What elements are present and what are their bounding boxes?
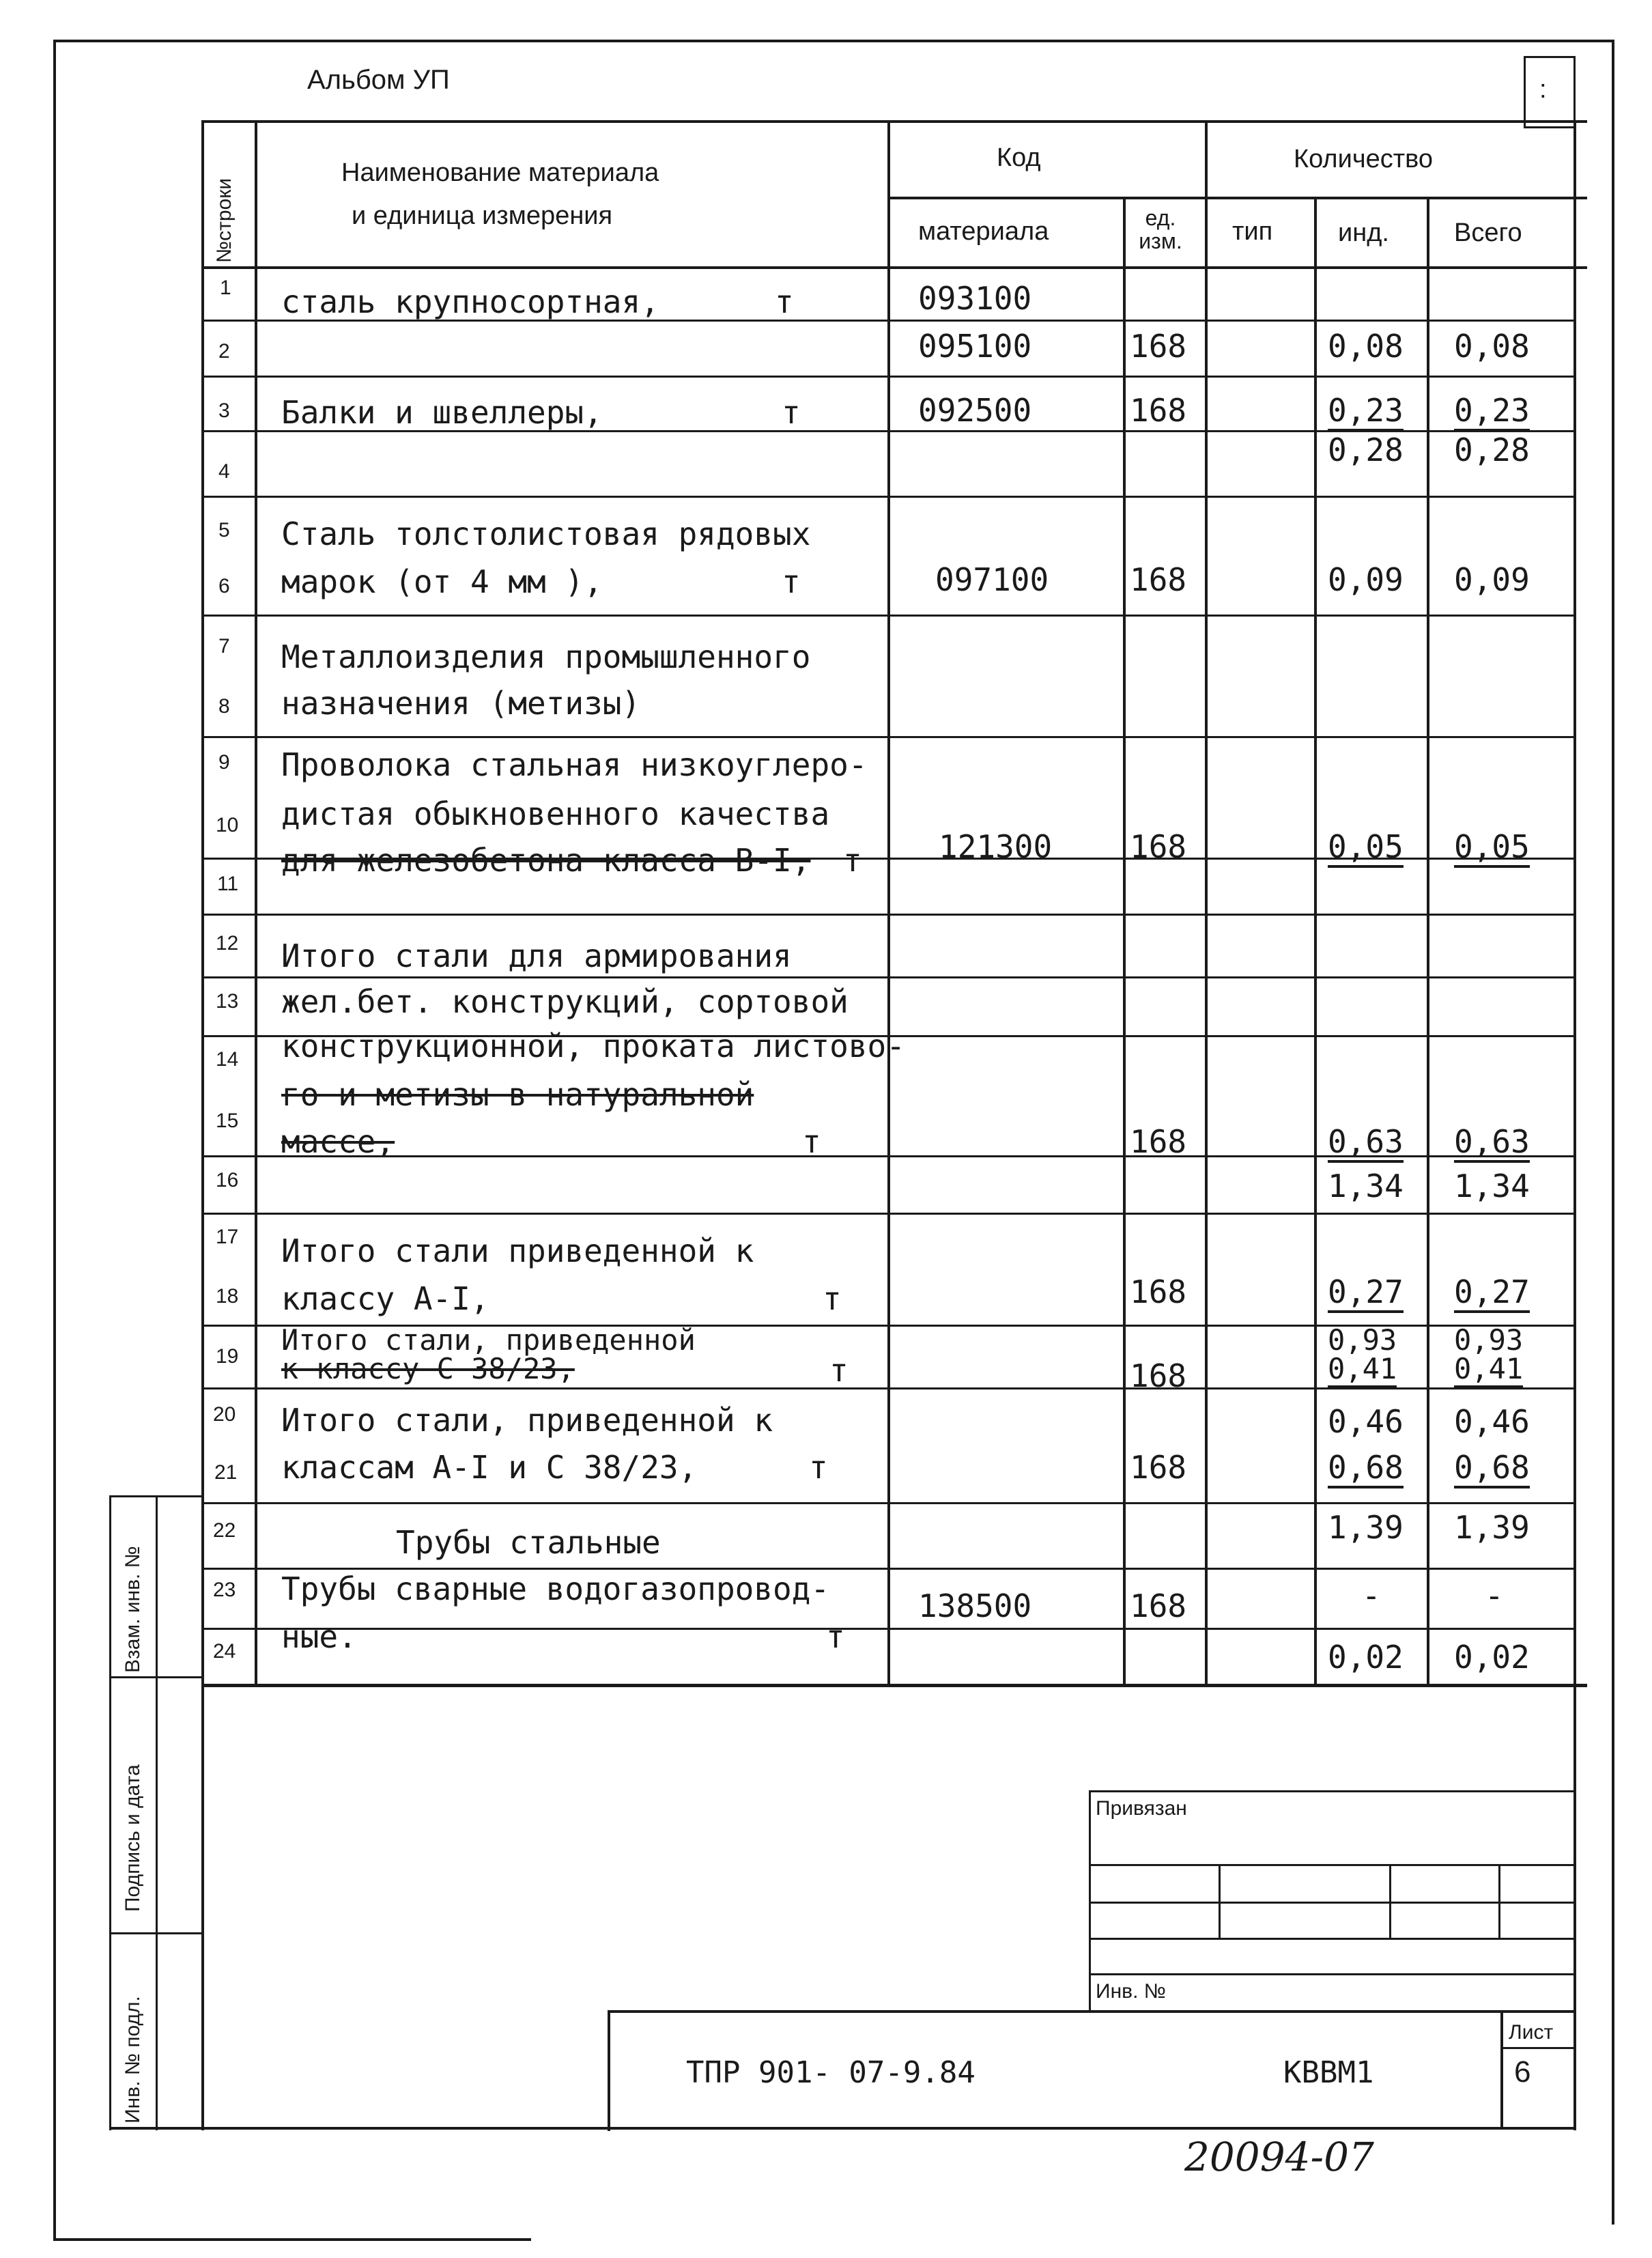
material-name: для железобетона класса В-I,: [281, 842, 811, 879]
material-name: го и метизы в натуральной: [281, 1076, 754, 1113]
row-number: 14: [216, 1048, 239, 1071]
row-number: 11: [217, 873, 239, 895]
qty-ind: 0,05: [1328, 828, 1404, 868]
qty-ind: 0,68: [1328, 1449, 1404, 1488]
header-bottom: [201, 266, 1587, 269]
unit-t: т: [829, 1352, 849, 1389]
privyazan-line: [1091, 1973, 1573, 1975]
qty-total: 0,68: [1454, 1449, 1530, 1488]
privyazan-col: [1498, 1864, 1500, 1939]
unit-code: 168: [1130, 828, 1187, 865]
qty-ind: 0,63: [1328, 1123, 1404, 1163]
col-type: [1205, 120, 1208, 1685]
privyazan-line: [1091, 1864, 1573, 1866]
side-label-inv-replace: Взам. инв. №: [122, 1546, 144, 1673]
row-sep: [204, 736, 1573, 738]
corner-mark: :: [1539, 75, 1547, 104]
qty-ind: 0,28: [1328, 432, 1404, 468]
material-name: к классу С 38/23,: [281, 1352, 575, 1385]
unit-code: 168: [1130, 328, 1187, 365]
header-name-line2: и единица измерения: [352, 201, 613, 230]
unit-t: т: [826, 1618, 845, 1655]
inv-no-label: Инв. №: [1096, 1980, 1166, 2003]
handwritten-number: 20094-07: [1184, 2134, 1374, 2180]
unit-t: т: [782, 563, 801, 600]
qty-total: 1,34: [1454, 1168, 1530, 1204]
material-name: массе,: [281, 1123, 395, 1160]
qty-total: 0,23: [1454, 392, 1530, 432]
unit-t: т: [809, 1449, 828, 1486]
unit-code: 168: [1130, 1123, 1187, 1160]
row-sep: [204, 1213, 1573, 1215]
row-number: 7: [218, 635, 230, 658]
material-name: сталь крупносортная,: [281, 283, 659, 320]
qty-total: 0,09: [1454, 561, 1530, 598]
row-number: 10: [216, 814, 239, 836]
qty-total: 0,27: [1454, 1273, 1530, 1313]
row-number: 15: [216, 1110, 239, 1132]
unit-code: 168: [1130, 1357, 1187, 1394]
qty-total: 1,39: [1454, 1509, 1530, 1546]
privyazan-line: [1091, 1902, 1573, 1904]
table-left: [201, 120, 204, 2130]
qty-total: 0,02: [1454, 1639, 1530, 1676]
privyazan-line: [1091, 1938, 1573, 1940]
qty-ind: 0,09: [1328, 561, 1404, 598]
row-sep: [204, 376, 1573, 378]
qty-ind: 0,93: [1328, 1323, 1397, 1357]
row-sep: [204, 1628, 1573, 1630]
unit-t: т: [782, 394, 801, 431]
header-name-line1: Наименование материала: [341, 158, 659, 187]
material-code: 097100: [935, 561, 1049, 598]
row-number: 16: [216, 1169, 239, 1191]
project-code: ТПР 901- 07-9.84: [686, 2055, 975, 2090]
material-name: Балки и швеллеры,: [281, 394, 603, 431]
row-number: 2: [218, 340, 230, 363]
album-label: Альбом УП: [307, 65, 450, 95]
privyazan-label: Привязан: [1096, 1797, 1187, 1820]
qty-total: 0,05: [1454, 828, 1530, 868]
side-box-sep: [109, 1932, 201, 1934]
table-top: [201, 120, 1587, 123]
table-bottom: [201, 1684, 1587, 1687]
material-code: 095100: [918, 328, 1032, 365]
side-box-left: [109, 1495, 111, 2130]
row-number: 3: [218, 399, 230, 422]
header-code: Код: [997, 143, 1041, 172]
unit-t: т: [843, 842, 862, 879]
material-name: марок (от 4 мм ),: [281, 563, 603, 600]
header-ind: инд.: [1338, 218, 1389, 247]
material-name: Итого стали приведенной к: [281, 1232, 754, 1269]
row-number: 22: [213, 1519, 236, 1542]
qty-total: 0,28: [1454, 432, 1530, 468]
side-label-inv-orig: Инв. № подл.: [122, 1996, 144, 2123]
unit-code: 168: [1130, 392, 1187, 429]
unit-t: т: [775, 283, 794, 320]
qty-ind: 1,39: [1328, 1509, 1404, 1546]
row-sep: [204, 615, 1573, 617]
unit-code: 168: [1130, 1587, 1187, 1624]
row-number: 17: [216, 1226, 239, 1248]
row-number: 1: [220, 277, 231, 299]
qty-ind: 0,27: [1328, 1273, 1404, 1313]
material-name: Трубы стальные: [396, 1524, 661, 1561]
material-name: Сталь толстолистовая рядовых: [281, 516, 811, 552]
header-quantity: Количество: [1294, 145, 1434, 173]
document-code: КВВМ1: [1283, 2055, 1374, 2090]
material-name: конструкционной, проката листово-: [281, 1028, 905, 1064]
row-sep: [204, 976, 1573, 978]
col-rownum: [255, 120, 257, 1685]
qty-total: 0,93: [1454, 1323, 1524, 1357]
row-number: 21: [214, 1461, 238, 1484]
qty-ind: 0,41: [1328, 1352, 1397, 1388]
header-rownum: №строки: [213, 178, 236, 263]
qty-ind: 0,02: [1328, 1639, 1404, 1676]
side-box-mid: [156, 1495, 158, 2130]
unit-code: 168: [1130, 1449, 1187, 1486]
header-sub-line: [887, 197, 1587, 199]
col-code: [887, 120, 890, 1685]
side-label-sign-date: Подпись и дата: [122, 1764, 144, 1912]
material-name: классам А-I и С 38/23,: [281, 1449, 698, 1486]
row-sep: [204, 914, 1573, 916]
material-code: 138500: [918, 1587, 1032, 1624]
unit-code: 168: [1130, 1273, 1187, 1310]
material-code: 092500: [918, 392, 1032, 429]
header-material: материала: [918, 217, 1049, 246]
unit-t: т: [802, 1123, 821, 1160]
sheet-label: Лист: [1509, 2021, 1554, 2044]
row-sep: [204, 1568, 1573, 1570]
row-number: 8: [218, 695, 230, 718]
qty-ind: 1,34: [1328, 1168, 1404, 1204]
qty-total: 0,41: [1454, 1352, 1523, 1388]
frame-bottom: [53, 2238, 531, 2241]
row-number: 4: [218, 460, 230, 483]
row-number: 9: [218, 751, 230, 774]
col-ind: [1314, 197, 1317, 1685]
material-name: назначения (метизы): [281, 685, 641, 722]
row-number: 23: [213, 1579, 236, 1601]
row-sep: [204, 1502, 1573, 1504]
row-number: 19: [216, 1345, 239, 1368]
privyazan-col: [1389, 1864, 1391, 1939]
frame-right: [1612, 40, 1614, 2225]
side-box-sep: [109, 1676, 201, 1678]
sheet-col: [1500, 2010, 1503, 2128]
col-unit: [1123, 197, 1126, 1685]
row-number: 18: [216, 1285, 239, 1308]
qty-total: 0,63: [1454, 1123, 1530, 1163]
row-sep: [204, 496, 1573, 498]
material-name: Металлоизделия промышленного: [281, 638, 811, 675]
row-number: 6: [218, 575, 230, 597]
corner-box: [1524, 56, 1576, 128]
row-number: 13: [216, 990, 239, 1013]
row-number: 20: [213, 1403, 236, 1426]
material-name: Итого стали, приведенной к: [281, 1402, 773, 1439]
header-total: Всего: [1454, 218, 1522, 247]
unit-code: 168: [1130, 561, 1187, 598]
header-type: тип: [1232, 217, 1273, 246]
material-name: Проволока стальная низкоуглеро-: [281, 746, 868, 783]
material-code: 093100: [918, 280, 1032, 317]
qty-ind: 0,23: [1328, 392, 1404, 432]
qty-ind: 0,08: [1328, 328, 1404, 365]
frame-top: [55, 40, 1614, 42]
col-total: [1427, 197, 1429, 1685]
material-name: ные.: [281, 1618, 357, 1655]
material-code: 121300: [939, 828, 1053, 865]
sheet-number: 6: [1514, 2055, 1531, 2089]
material-name: дистая обыкновенного качества: [281, 795, 830, 832]
qty-total: -: [1485, 1577, 1504, 1614]
qty-ind: 0,46: [1328, 1403, 1404, 1440]
material-name: Трубы сварные водогазопровод-: [281, 1570, 830, 1607]
material-name: классу А-I,: [281, 1280, 489, 1317]
row-number: 12: [216, 932, 239, 955]
header-unit: ед. изм.: [1139, 206, 1182, 253]
privyazan-col: [1219, 1864, 1221, 1939]
row-number: 24: [213, 1640, 236, 1663]
sheet-sep: [1500, 2047, 1573, 2049]
material-name: жел.бет. конструкций, сортовой: [281, 983, 849, 1020]
row-number: 5: [218, 519, 230, 541]
material-name: Итого стали для армирования: [281, 937, 792, 974]
frame-left: [53, 40, 56, 2240]
unit-t: т: [823, 1280, 842, 1317]
material-name: Итого стали, приведенной: [281, 1323, 696, 1357]
qty-ind: -: [1362, 1577, 1381, 1614]
qty-total: 0,08: [1454, 328, 1530, 365]
qty-total: 0,46: [1454, 1403, 1530, 1440]
